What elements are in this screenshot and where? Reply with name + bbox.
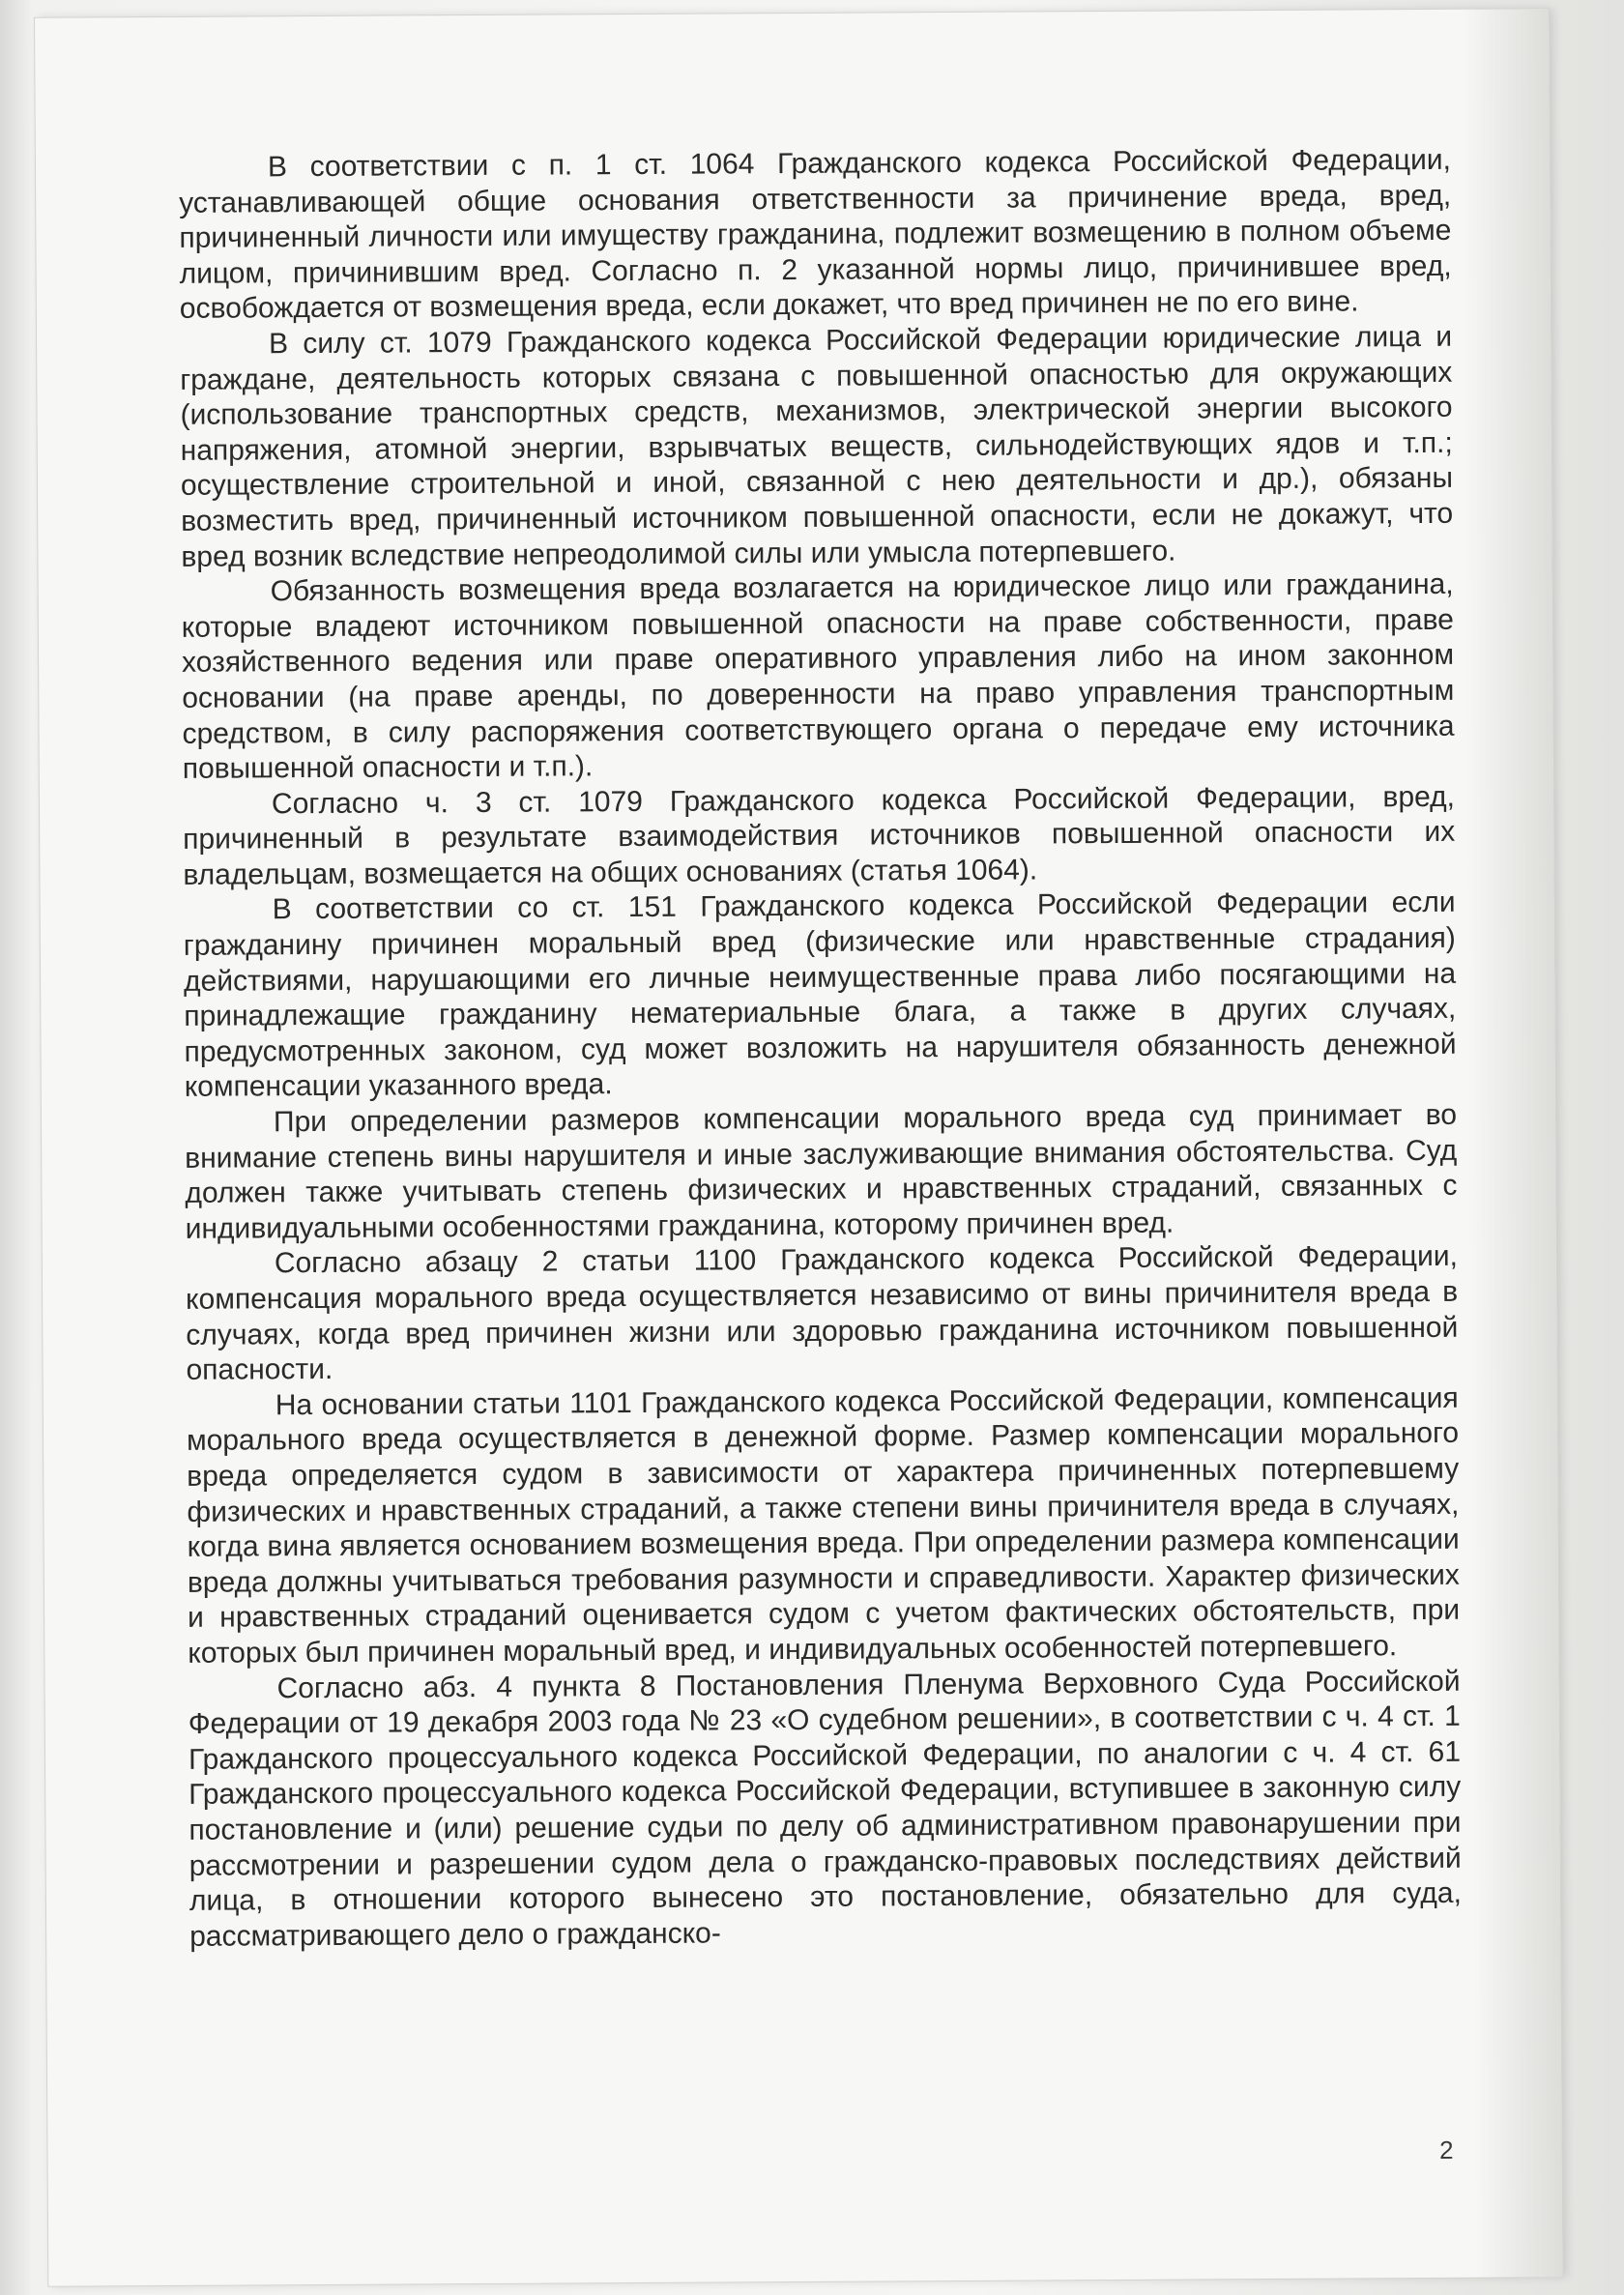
paragraph-compensation-size: При определении размеров компенсации морального вреда суд принимает во внимание степень вины нарушителя и иные заслуживающие внимания обстоятельства. Суд должен также учитывать степень физических и нравственных страданий, связанных с индивидуальными особенностями гражданина, которому причинен вред. xyxy=(185,1098,1458,1245)
paragraph-plenum-23: Согласно абз. 4 пункта 8 Постановления Пленума Верховного Суда Российской Федерации от 19 декабря 2003 года № 23 «О судебном решении», в соответствии с ч. 4 ст. 1 Гражданского процессуального кодекса Российской Федерации, по аналогии с ч. 4 ст. 61 Гражданского процессуального кодекса Российской Федерации, вступившее в законную силу постановление и (или) решение судьи по делу об административном правонарушении при рассмотрении и разрешении судом дела о гражданско-правовых последствиях действий лица, в отношении которого вынесено это постановление, обязательно для суда, рассматривающего дело о гражданско- xyxy=(188,1665,1462,1953)
paragraph-1079: В силу ст. 1079 Гражданского кодекса Российской Федерации юридические лица и граждане, деятельность которых связана с повышенной опасностью для окружающих (использование транспортных средств, механизмов, электрической энергии высокого напряжения, атомной энергии, взрывчатых веществ, сильнодействующих ядов и т.п.; осуществление строительной и иной, связанной с нею деятельности и др.), обязаны возместить вред, причиненный источником повышенной опасности, если не докажут, что вред возник вследствие непреодолимой силы или умысла потерпевшего. xyxy=(180,320,1454,573)
paragraph-owner-liability: Обязанность возмещения вреда возлагается на юридическое лицо или гражданина, которые владеют источником повышенной опасности на праве собственности, праве хозяйственного ведения или праве оперативного управления либо на ином законном основании (на праве аренды, по доверенности на право управления транспортным средством, в силу распоряжения соответствующего органа о передаче ему источника повышенной опасности и т.п.). xyxy=(181,567,1455,785)
paragraph-1101: На основании статьи 1101 Гражданского кодекса Российской Федерации, компенсация морального вреда осуществляется в денежной форме. Размер компенсации морального вреда определяется судом в зависимости от характера причиненных потерпевшему физических и нравственных страданий, а также степени вины причинителя вреда в случаях, когда вина является основанием возмещения вреда. При определении размера компенсации вреда должны учитываться требования разумности и справедливости. Характер физических и нравственных страданий оценивается судом с учетом фактических обстоятельств, при которых был причинен моральный вред, и индивидуальных особенностей потерпевшего. xyxy=(186,1381,1461,1670)
document-page xyxy=(35,9,1562,2286)
document-body xyxy=(179,143,1462,1955)
page-edge-shadow xyxy=(1462,9,1562,2278)
paragraph-1064: В соответствии с п. 1 ст. 1064 Гражданского кодекса Российской Федерации, устанавливающей общие основания ответственности за причинение вреда, вред, причиненный личности или имуществу гражданина, подлежит возмещению в полном объеме лицом, причинившим вред. Согласно п. 2 указанной нормы лицо, причинившее вред, освобождается от возмещения вреда, если докажет, что вред причинен не по его вине. xyxy=(179,143,1452,326)
paragraph-1079-part-3: Согласно ч. 3 ст. 1079 Гражданского кодекса Российской Федерации, вред, причиненный в результате взаимодействия источников повышенной опасности их владельцам, возмещается на общих основаниях (статья 1064). xyxy=(183,780,1456,891)
page-number: 2 xyxy=(1438,2135,1454,2164)
paragraph-151: В соответствии со ст. 151 Гражданского кодекса Российской Федерации если гражданину причинен моральный вред (физические или нравственные страдания) действиями, нарушающими его личные неимущественные права либо посягающими на принадлежащие гражданину нематериальные блага, а также в других случаях, предусмотренных законом, суд может возложить на нарушителя обязанность денежной компенсации указанного вреда. xyxy=(183,886,1457,1104)
paragraph-1100: Согласно абзацу 2 статьи 1100 Гражданского кодекса Российской Федерации, компенсация морального вреда осуществляется независимо от вины причинителя вреда в случаях, когда вред причинен жизни или здоровью гражданина источником повышенной опасности. xyxy=(186,1240,1459,1387)
